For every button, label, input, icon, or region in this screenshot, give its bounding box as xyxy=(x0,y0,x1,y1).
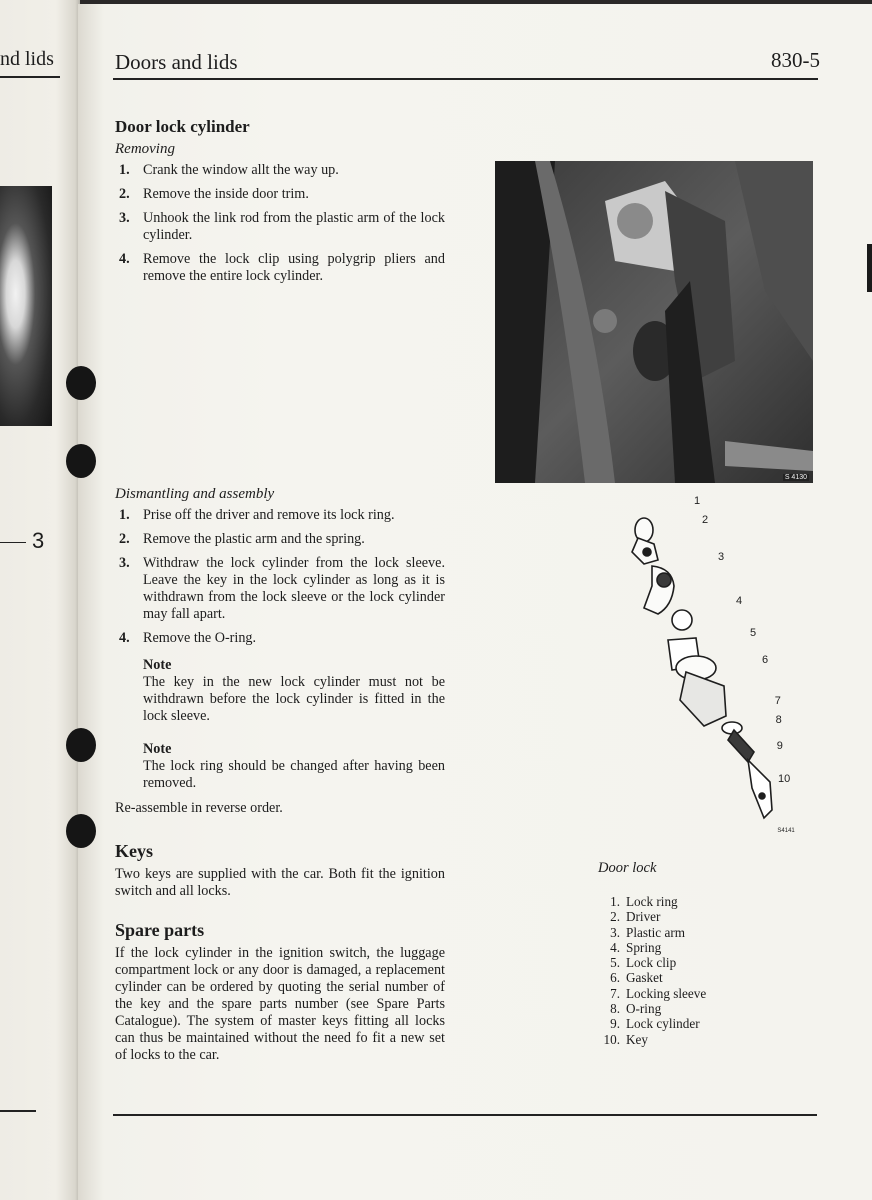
callout-9: 9 xyxy=(776,740,783,752)
previous-page-section-number: 3 xyxy=(0,528,44,554)
list-item xyxy=(115,162,445,179)
list-item xyxy=(115,531,445,548)
photo-reference-code: S 4130 xyxy=(784,474,807,481)
legend-label: Lock cylinder xyxy=(626,1016,700,1032)
removing-subheading: Removing xyxy=(115,141,175,157)
callout-6: 6 xyxy=(762,654,769,666)
dismantling-subheading: Dismantling and assembly xyxy=(115,486,275,502)
list-item xyxy=(115,507,445,524)
page-edge-tab xyxy=(867,244,872,292)
step-number: 2. xyxy=(119,531,130,547)
list-item xyxy=(598,925,706,940)
step-number: 1. xyxy=(119,507,130,523)
locking-sleeve-part xyxy=(680,672,726,726)
list-item xyxy=(598,986,706,1001)
door-lock-photo xyxy=(495,161,813,483)
step-text: Prise off the driver and remove its lock ring. xyxy=(143,507,395,523)
legend-label: Locking sleeve xyxy=(626,985,707,1001)
legend-number: 8. xyxy=(610,1001,620,1017)
callout-3: 3 xyxy=(718,551,725,563)
callout-10: 10 xyxy=(778,773,791,785)
list-item xyxy=(115,555,445,623)
manual-page xyxy=(78,4,872,1200)
step-text: Withdraw the lock cylinder from the lock sleeve. Leave the key in the lock cylinder as long as it is withdrawn from the lock sleeve or the lock cylinder may fall apart. xyxy=(143,555,445,622)
page-number: 830-5 xyxy=(771,48,820,72)
step-text: Crank the window allt the way up. xyxy=(143,162,339,178)
note-label: Note xyxy=(143,657,172,673)
callout-4: 4 xyxy=(736,595,743,607)
removing-steps xyxy=(115,162,445,285)
note-text: The lock ring should be changed after having been removed. xyxy=(143,758,445,791)
door-lock-exploded-diagram xyxy=(556,490,795,834)
callout-8: 8 xyxy=(775,714,782,726)
list-item xyxy=(598,1001,706,1016)
legend-number: 10. xyxy=(603,1031,620,1047)
step-number: 1. xyxy=(119,162,130,178)
legend-label: Lock clip xyxy=(626,955,677,971)
previous-page-photo xyxy=(0,186,52,426)
binder-hole xyxy=(66,366,96,400)
reassemble-text: Re-assemble in reverse order. xyxy=(115,800,283,816)
legend-label: Key xyxy=(626,1031,648,1047)
callout-2: 2 xyxy=(702,514,709,526)
binder-hole xyxy=(66,444,96,478)
step-number: 2. xyxy=(119,186,130,202)
page-header-title: Doors and lids xyxy=(115,50,238,74)
legend-label: Plastic arm xyxy=(626,924,685,940)
door-lock-cylinder-heading: Door lock cylinder xyxy=(115,117,250,136)
spare-parts-heading: Spare parts xyxy=(115,920,205,940)
legend-number: 9. xyxy=(610,1016,620,1032)
callout-7: 7 xyxy=(774,695,781,707)
note-text: The key in the new lock cylinder must not be withdrawn before the lock cylinder is fitted in the lock sleeve. xyxy=(143,674,445,724)
legend-label: O-ring xyxy=(626,1001,662,1017)
step-text: Remove the O-ring. xyxy=(143,630,257,646)
previous-page-strip xyxy=(0,0,80,1200)
step-text: Remove the lock clip using polygrip pliers and remove the entire lock cylinder. xyxy=(143,251,445,284)
list-item xyxy=(598,894,706,909)
dismantling-steps xyxy=(115,507,445,647)
spacer xyxy=(115,292,445,486)
spare-parts-text: If the lock cylinder in the ignition switch, the luggage compartment lock or any door is damaged, a replacement cylinder can be ordered by quoting the serial number of the key and the spare parts number (see Spare Parts Catalogue). The system of master keys fitting all locks can thus be maintained without the need fo fit a new set of locks to the car. xyxy=(115,945,445,1063)
list-item xyxy=(115,251,445,285)
callout-5: 5 xyxy=(750,627,757,639)
legend-number: 3. xyxy=(610,924,620,940)
binder-hole xyxy=(66,728,96,762)
step-number: 4. xyxy=(119,251,130,267)
legend-number: 6. xyxy=(610,970,620,986)
legend-label: Driver xyxy=(626,909,661,925)
list-item xyxy=(598,1032,706,1047)
keys-heading: Keys xyxy=(115,841,153,861)
step-text: Remove the plastic arm and the spring. xyxy=(143,531,365,547)
list-item xyxy=(598,1016,706,1031)
diagram-legend xyxy=(598,894,706,1047)
legend-number: 2. xyxy=(610,909,620,925)
legend-label: Gasket xyxy=(626,970,663,986)
diagram-reference-code: S4141 xyxy=(777,828,795,834)
list-item xyxy=(598,909,706,924)
note-block xyxy=(143,741,445,792)
step-text: Unhook the link rod from the plastic arm of the lock cylinder. xyxy=(143,210,445,243)
step-number: 4. xyxy=(119,630,130,646)
lock-cylinder-part xyxy=(728,730,754,762)
legend-number: 4. xyxy=(610,939,620,955)
spring-part xyxy=(672,610,692,630)
list-item xyxy=(115,210,445,244)
footer-rule xyxy=(113,1114,817,1116)
note-label: Note xyxy=(143,741,172,757)
legend-label: Lock ring xyxy=(626,894,678,909)
binder-hole xyxy=(66,814,96,848)
list-item xyxy=(115,186,445,203)
list-item xyxy=(598,955,706,970)
step-number: 3. xyxy=(119,210,130,226)
legend-label: Spring xyxy=(626,939,662,955)
callout-1: 1 xyxy=(694,495,701,507)
step-text: Remove the inside door trim. xyxy=(143,186,309,202)
photo-illustration xyxy=(495,161,813,483)
previous-page-title: nd lids xyxy=(0,48,54,70)
header-rule xyxy=(113,78,818,80)
diagram-caption: Door lock xyxy=(598,860,657,876)
legend-number: 7. xyxy=(610,985,620,1001)
key-part xyxy=(748,760,772,818)
note-block xyxy=(143,657,445,725)
list-item xyxy=(598,940,706,955)
text-column xyxy=(115,112,445,1064)
plastic-arm-part xyxy=(644,566,674,614)
previous-page-header-rule xyxy=(0,76,60,78)
legend-number: 1. xyxy=(610,894,620,909)
keys-text: Two keys are supplied with the car. Both fit the ignition switch and all locks. xyxy=(115,866,445,899)
list-item xyxy=(115,630,445,647)
list-item xyxy=(598,970,706,985)
previous-page-footer-rule xyxy=(0,1110,36,1112)
step-number: 3. xyxy=(119,555,130,571)
legend-number: 5. xyxy=(610,955,620,971)
